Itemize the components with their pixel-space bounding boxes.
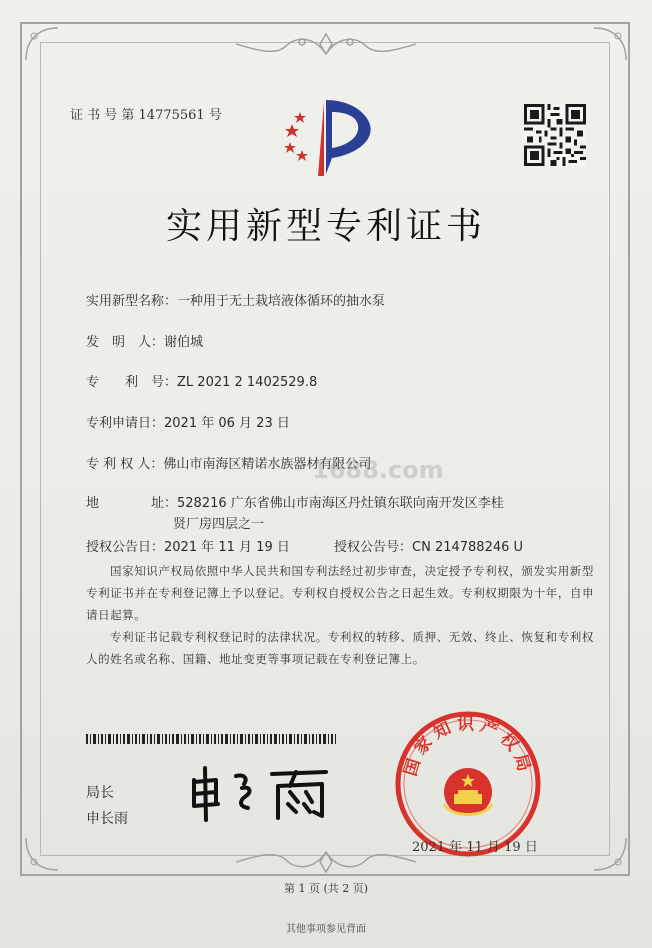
field-label: 地 址： (86, 496, 178, 511)
barcode (86, 734, 336, 744)
field-label: 专利申请日： (86, 416, 165, 431)
field-label: 实用新型名称： (86, 294, 178, 309)
cnipa-logo (278, 94, 382, 180)
signature (186, 762, 336, 824)
field-application-date (86, 412, 290, 431)
field-address (86, 492, 504, 511)
top-ornament (226, 30, 426, 60)
field-grant-announcement-date (86, 536, 290, 555)
footnote: 其他事项参见背面 (286, 924, 366, 935)
field-value: 528216 广东省佛山市南海区丹灶镇东联向南开发区李桂 (177, 496, 504, 511)
field-patent-number (86, 371, 317, 390)
field-value: 一种用于无土栽培液体循环的抽水泵 (177, 294, 386, 309)
qr-code (524, 104, 586, 166)
field-label: 授权公告日： (86, 540, 165, 555)
watermark-text: 1688.com (312, 456, 444, 484)
certificate-number: 证 书 号 第 14775561 号 (70, 108, 222, 123)
field-value: 2021 年 06 月 23 日 (164, 416, 290, 431)
certificate-title: 实用新型专利证书 (165, 206, 486, 247)
page-number: 第 1 页 (共 2 页) (283, 882, 369, 895)
address-line-2: 贤厂房四层之一 (173, 517, 265, 532)
corner-ornament-br (590, 834, 630, 874)
national-emblem (444, 768, 492, 816)
corner-ornament-bl (22, 834, 62, 874)
field-value: ZL 2021 2 1402529.8 (177, 375, 318, 390)
corner-ornament-tl (22, 24, 62, 64)
seal-text: 国家知识产权局 (400, 714, 536, 779)
field-value: 2021 年 11 月 19 日 (164, 540, 290, 555)
corner-ornament-tr (590, 24, 630, 64)
field-utility-model-name (86, 290, 385, 309)
field-value: CN 214788246 U (412, 540, 524, 555)
field-label: 专 利 权 人： (86, 457, 164, 472)
field-label: 发 明 人： (86, 335, 165, 350)
signatory-name: 申长雨 (86, 811, 128, 827)
field-inventor (86, 331, 203, 350)
field-value: 佛山市南海区精诺水族器材有限公司 (163, 457, 372, 472)
seal-date: 2021 年 11 月 19 日 (412, 840, 538, 855)
legal-paragraph-2: 专利证书记载专利权登记时的法律状况。专利权的转移、质押、无效、终止、恢复和专利权人的姓名或名称、国籍、地址变更等事项记载在专利登记簿上。 (86, 630, 594, 666)
field-label: 专 利 号： (86, 375, 178, 390)
field-value: 谢伯城 (164, 335, 204, 350)
signatory-title: 局长 (86, 785, 114, 801)
legal-paragraph-1: 国家知识产权局依照中华人民共和国专利法经过初步审查，决定授予专利权，颁发实用新型专利证书并在专利登记簿上予以登记。专利权自授权公告之日起生效。专利权期限为十年，自申请日起算。 (86, 564, 595, 622)
field-label: 授权公告号： (334, 540, 413, 555)
field-grant-announcement-number (334, 536, 523, 555)
